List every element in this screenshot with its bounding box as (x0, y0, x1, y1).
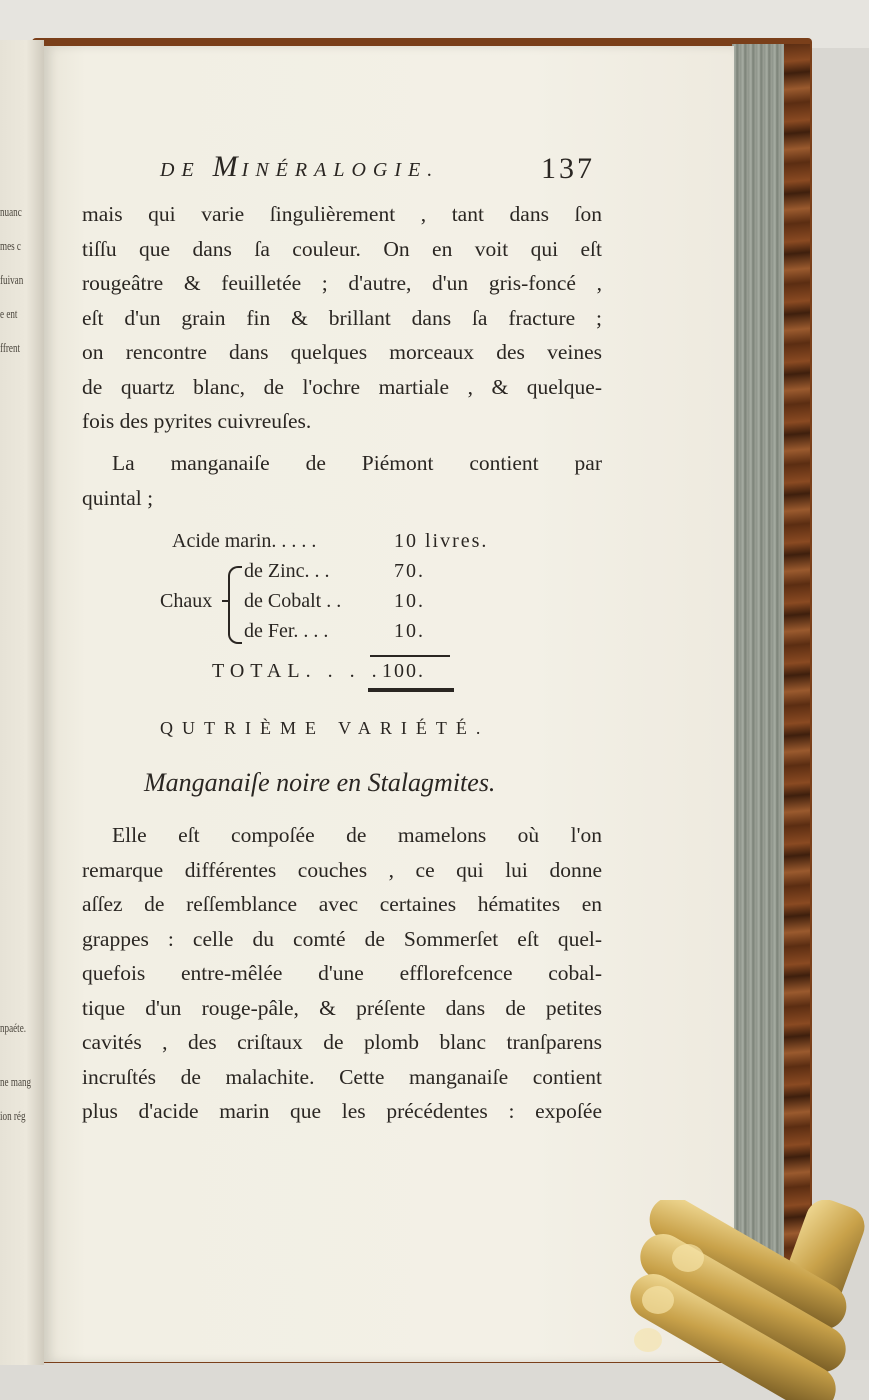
text-line: aſſez de reſſemblance avec certaines hématites en (82, 892, 602, 916)
running-head-initial: M (212, 150, 242, 183)
text-line: rougeâtre & feuilletée ; d'autre, d'un gris-foncé , (82, 271, 602, 295)
text-line: Elle eſt compoſée de mamelons où l'on (112, 823, 602, 847)
text-line: de quartz blanc, de l'ochre martiale , & quelque- (82, 374, 602, 399)
acide-label: Acide marin. . . . . (172, 530, 317, 552)
paragraph-3 (82, 818, 602, 1129)
text-line: La manganaiſe de Piémont contient par (112, 451, 602, 475)
running-head-rest: INÉRALOGIE. (241, 159, 440, 181)
text-line: quefois entre-mêlée d'une efflorefcence cobal- (82, 961, 602, 985)
text-line: on rencontre dans quelques morceaux des veines (82, 340, 602, 364)
text-line: cavités , des criſtaux de plomb blanc tranſparens (82, 1030, 602, 1054)
brace-tip (222, 600, 230, 602)
total-rule (368, 688, 454, 692)
running-head-prefix: DE (160, 159, 213, 181)
left-page-fragment: ffrent (0, 340, 21, 355)
sum-rule (370, 655, 450, 657)
page-edges (732, 44, 784, 1334)
text-line: plus d'acide marin que les précédentes : expoſée (82, 1099, 602, 1123)
acide-value: 10 livres. (394, 530, 489, 552)
paragraph-1 (82, 197, 602, 439)
left-page-fragment: e ent (0, 306, 18, 321)
leather-spine-edge (780, 44, 810, 1354)
left-facing-page (0, 40, 44, 1365)
left-page-fragment: nuanc (0, 204, 22, 219)
running-head (160, 150, 600, 184)
text-line: eſt d'un grain fin & brillant dans ſa fracture ; (82, 305, 602, 330)
zinc-value: 70. (394, 560, 425, 582)
cobalt-value: 10. (394, 590, 425, 612)
fer-label: de Fer. . . . (244, 620, 329, 642)
text-line: fois des pyrites cuivreuſes. (82, 409, 312, 433)
left-page-fragment: npaéte. (0, 1020, 27, 1035)
text-line: quintal ; (82, 485, 154, 510)
section-title: Manganaiſe noire en Stalagmites. (144, 768, 496, 797)
brace-shape (228, 566, 242, 644)
total-value: 100. (382, 660, 425, 682)
paragraph-2 (82, 446, 602, 515)
zinc-label: de Zinc. . . (244, 560, 330, 582)
left-page-fragment: mes c (0, 238, 21, 253)
text-line: mais qui varie ſingulièrement , tant dans ſon (82, 202, 602, 226)
text-line: grappes : celle du comté de Sommerſet eſt quel- (82, 926, 602, 951)
section-heading: QUTRIÈME VARIÉTÉ. (160, 718, 490, 738)
chaux-label: Chaux (160, 590, 213, 612)
left-page-fragment: fuivan (0, 272, 24, 287)
text-line: tiſſu que dans ſa couleur. On en voit qui eſt (82, 236, 602, 261)
left-page-fragment: ion rég (0, 1108, 26, 1123)
cobalt-label: de Cobalt . . (244, 590, 342, 612)
text-line: remarque différentes couches , ce qui lui donne (82, 857, 602, 882)
fer-value: 10. (394, 620, 425, 642)
brass-clip (628, 1200, 869, 1400)
left-page-fragment: ne mang (0, 1074, 31, 1089)
page-number: 137 (541, 152, 595, 185)
text-line: incruſtés de malachite. Cette manganaiſe contient (82, 1064, 602, 1089)
total-label: TOTAL. . . . (212, 660, 383, 682)
text-line: tique d'un rouge-pâle, & préſente dans de petites (82, 995, 602, 1020)
